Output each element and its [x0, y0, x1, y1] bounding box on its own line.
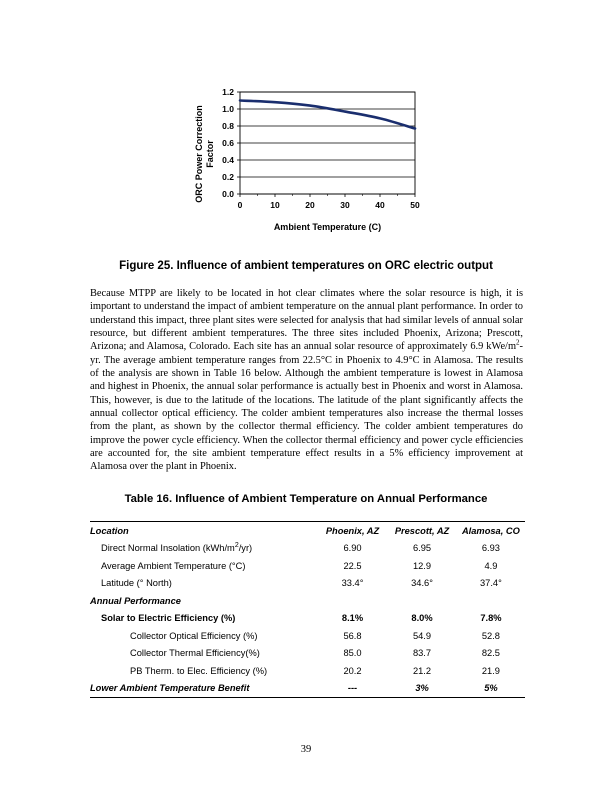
row-label-optical: Collector Optical Efficiency (%): [130, 630, 258, 641]
row-label-benefit: Lower Ambient Temperature Benefit: [90, 683, 250, 694]
table-title: Table 16. Influence of Ambient Temperature on Annual Performance: [124, 493, 488, 505]
paragraph-part-1: Because MTPP are likely to be located in hot clear climates where the solar resource is high, it is important to understand the impact of ambient temperature on the annual plant performance. In order to understand this impact, three plant sites were selected for analysis that had similar levels of annual solar resource, but different ambient temperatures. The three sites included Phoenix, Arizona; Prescott, Arizona; and Alamosa, Colorado. Each site has an annual solar resource of approximately 6.9 kWe/m: [90, 288, 523, 353]
table-header-row: [90, 522, 525, 540]
cell: 4.9: [484, 560, 498, 571]
cell: 21.2: [412, 665, 432, 676]
page-number: 39: [300, 744, 312, 755]
cell: 83.7: [412, 648, 432, 659]
row-label-power-block: PB Therm. to Elec. Efficiency (%): [130, 665, 268, 676]
header-alamosa: Alamosa, CO: [461, 525, 520, 536]
y-tick-labels: [222, 87, 234, 199]
cell: 56.8: [343, 630, 362, 641]
cell: 22.5: [343, 560, 362, 571]
cell: 6.93: [481, 543, 500, 554]
cell: 37.4°: [480, 578, 502, 589]
table-row: [90, 645, 525, 663]
x-tick-label: 40: [375, 200, 385, 210]
paragraph-part-2: -yr. The average ambient temperature ranges from 22.5°C in Phoenix to 4.9°C in Alamosa. The results of the analysis are shown in Table 16 below. Although the ambient temperature is lowest in Alamosa and highest in Phoenix, the annual solar performance is actually best in Phoenix and worst in Alamosa. This, however, is due to the latitude of the locations. The latitude of the plant significantly affects the annual collector optical efficiency. The colder ambient temperatures also increase the thermal losses from the plant, as shown by the collector thermal efficiency. The colder ambient temperatures do improve the power cycle efficiency. When the collector thermal efficiency and power cycle efficiencies are accounted for, the site ambient temperature effect results in a 5% efficiency improvement at Alamosa over the plant in Phoenix.: [90, 341, 523, 473]
row-label-latitude: Latitude (° North): [101, 578, 172, 589]
body-paragraph: [90, 287, 523, 474]
table-row: [90, 662, 525, 680]
orc-correction-chart: [180, 82, 440, 242]
performance-table: [90, 521, 525, 698]
figure-caption: Figure 25. Influence of ambient temperatures on ORC electric output: [119, 260, 493, 272]
y-tick-label: 0.6: [222, 138, 234, 148]
dni-label-unit: /yr): [238, 543, 253, 554]
y-tick-label: 0.8: [222, 121, 234, 131]
cell: 8.1%: [341, 613, 364, 624]
cell: 21.9: [481, 665, 500, 676]
x-tick-label: 10: [270, 200, 280, 210]
table-row: [90, 540, 525, 558]
cell: 33.4°: [341, 578, 364, 589]
cell: 12.9: [412, 560, 432, 571]
y-tick-label: 1.0: [222, 104, 234, 114]
cell: 7.8%: [480, 613, 502, 624]
cell: 8.0%: [411, 613, 433, 624]
cell: 34.6°: [411, 578, 433, 589]
series-line: [240, 101, 415, 129]
row-label-dni: [90, 540, 318, 558]
dni-label-text: Direct Normal Insolation (kWh/m: [101, 543, 235, 554]
y-tick-label: 1.2: [222, 87, 234, 97]
cell: 3%: [415, 683, 429, 694]
x-tick-label: 0: [237, 200, 243, 210]
cell: 5%: [484, 683, 498, 694]
row-label-thermal: Collector Thermal Efficiency(%): [130, 648, 260, 659]
x-tick-label: 30: [340, 200, 350, 210]
table-row: [90, 680, 525, 698]
cell: 82.5: [481, 648, 500, 659]
header-prescott: Prescott, AZ: [394, 525, 450, 536]
x-tick-label: 50: [410, 200, 420, 210]
table-row: [90, 627, 525, 645]
section-label-annual-performance: Annual Performance: [90, 595, 181, 606]
dni-label-sup: 2: [234, 542, 239, 550]
y-tick-label: 0.2: [222, 172, 234, 182]
header-location: Location: [90, 525, 129, 536]
table-row: [90, 575, 525, 593]
paragraph-superscript: 2: [516, 338, 520, 347]
cell: 6.90: [343, 543, 362, 554]
header-phoenix: Phoenix, AZ: [325, 525, 380, 536]
y-tick-label: 0.4: [222, 155, 234, 165]
cell: 52.8: [481, 630, 500, 641]
x-tick-labels: [238, 200, 420, 210]
table-section-row: [90, 592, 525, 610]
cell: 20.2: [343, 665, 362, 676]
x-axis-label: Ambient Temperature (C): [273, 222, 382, 232]
cell: 54.9: [412, 630, 432, 641]
table-row: [90, 557, 525, 575]
cell: 6.95: [412, 543, 432, 554]
y-axis-label-line1: ORC Power Correction: [194, 105, 204, 203]
row-label-solar-to-electric: Solar to Electric Efficiency (%): [101, 613, 236, 624]
x-tick-label: 20: [305, 200, 315, 210]
cell: ---: [347, 683, 358, 694]
cell: 85.0: [343, 648, 362, 659]
chart-series: [240, 101, 415, 129]
table-row: [90, 610, 525, 628]
y-axis-label-line2: Factor: [205, 140, 215, 168]
y-tick-label: 0.0: [222, 189, 234, 199]
row-label-temperature: Average Ambient Temperature (°C): [101, 560, 246, 571]
